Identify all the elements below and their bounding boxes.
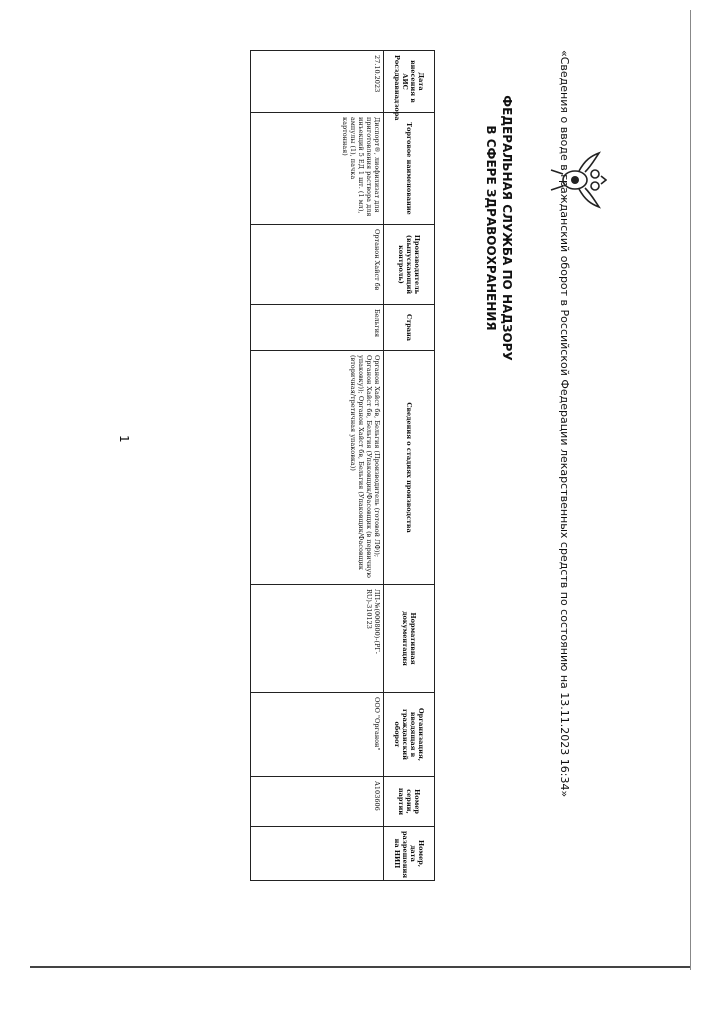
cell-permit	[251, 827, 384, 881]
cell-country: Бельгия	[251, 305, 384, 351]
table-row	[251, 51, 384, 881]
agency-line-2: В СФЕРЕ ЗДРАВООХРАНЕНИЯ	[484, 125, 498, 331]
cell-manufacturer: Ортанон Хайст бв	[251, 225, 384, 305]
scan-edge-bottom	[30, 966, 690, 968]
column-header: Сведения о стадиях производства	[384, 351, 435, 585]
registry-table	[250, 50, 435, 881]
emblem-icon	[547, 150, 607, 210]
agency-line-1: ФЕДЕРАЛЬНАЯ СЛУЖБА ПО НАДЗОРУ	[500, 95, 514, 361]
document-caption: «Сведения о вводе в гражданский оборот в Российской Федерации лекарственных средств по состоянию на 13.11.2023 16:34»	[558, 50, 571, 798]
column-header: Страна	[384, 305, 435, 351]
cell-date: 27.10.2023	[251, 51, 384, 113]
column-header: Дата внесения в АИС Росздравнадзора	[384, 51, 435, 113]
agency-header	[483, 88, 515, 368]
rotated-page	[95, 40, 571, 940]
column-header: Производитель (выпускающий контроль)	[384, 225, 435, 305]
column-header: Номер серии, партии	[384, 777, 435, 827]
cell-stages: Органон Хайст бв, Бельгия (Производитель (готовой ЛФ)); Органон Хайст бв, Бельгия (Упаковщик/Фасовщик (в первичную упаковку)); Органон Хайст бв, Бельгия (Упаковщик/Фасовщик (вторичная/третичная упаковка))	[251, 351, 384, 585]
scan-edge-right	[690, 10, 691, 970]
cell-organization: ООО "Органон"	[251, 693, 384, 777]
cell-normative-doc: ЛП-№(000800)-(РГ-RU)-310123	[251, 585, 384, 693]
page-number: 1	[117, 435, 131, 443]
table-header-row	[384, 51, 435, 881]
column-header: Нормативная документация	[384, 585, 435, 693]
column-header: Номер, дата разрешения на НИП	[384, 827, 435, 881]
column-header: Торговое наименование	[384, 113, 435, 225]
column-header: Организация, вводящая в гражданский оборот	[384, 693, 435, 777]
cell-batch: А103606	[251, 777, 384, 827]
cell-trade-name: Диспорт®, лиофилизат для приготовления раствора для инъекций 5 ЕД 1 шт. (1 мл), ампулы (1), пачка картонная)	[251, 113, 384, 225]
